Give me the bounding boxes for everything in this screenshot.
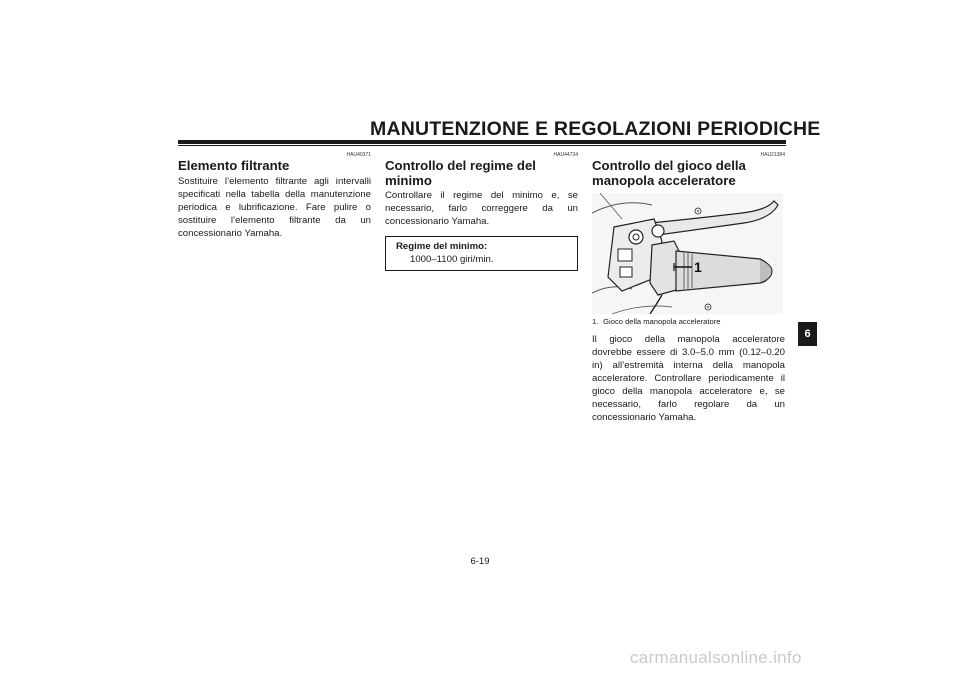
section-body-throttle-play: Il gioco della manopola acceleratore dovrebbe essere di 3.0–5.0 mm (0.12–0.20 in) all’estremità interna della manopola acceleratore. Controllare periodicamente il gioco della manopola acceleratore e, se necessario, farlo regolare da un concessionario Yamaha. [592, 334, 785, 423]
section-title-idle-speed: Controllo del regime del minimo [385, 158, 536, 188]
section-body-air-filter: Sostituire l’elemento filtrante agli intervalli specificati nella tabella della manutenzione periodica e lubrificazione. Fare pulire o sostituire l’elemento filtrante da un concessionario Yamaha. [178, 175, 371, 239]
column-idle-speed [385, 152, 578, 271]
page-header-title: MANUTENZIONE E REGOLAZIONI PERIODICHE [370, 118, 821, 140]
section-title-throttle-play: Controllo del gioco della manopola acceleratore [592, 158, 746, 188]
handlebar-drawing [592, 193, 783, 314]
column-air-filter [178, 152, 371, 240]
section-title-air-filter: Elemento filtrante [178, 158, 290, 173]
idle-speed-spec-box [385, 236, 578, 271]
spec-label: Regime del minimo: [396, 241, 488, 252]
column-throttle-play [592, 152, 785, 424]
header-rule [178, 140, 786, 144]
watermark: carmanualsonline.info [630, 648, 802, 667]
spec-value: 1000–1100 giri/min. [410, 254, 494, 265]
section-body-idle-speed: Controllare il regime del minimo e, se necessario, farlo correggere da un concessionario Yamaha. [385, 190, 578, 227]
caption-text: Gioco della manopola acceleratore [603, 317, 721, 326]
throttle-grip-illustration [592, 193, 783, 314]
section-code: HAU21384 [760, 152, 785, 158]
section-code: HAU44734 [553, 152, 578, 158]
chapter-tab: 6 [798, 322, 817, 346]
figure-caption [592, 317, 785, 327]
header-rule-thin [178, 145, 786, 146]
section-code: HAU40371 [346, 152, 371, 158]
figure-callout-1: 1 [694, 259, 702, 275]
caption-number: 1. [592, 317, 599, 326]
page-number: 6-19 [470, 556, 490, 567]
